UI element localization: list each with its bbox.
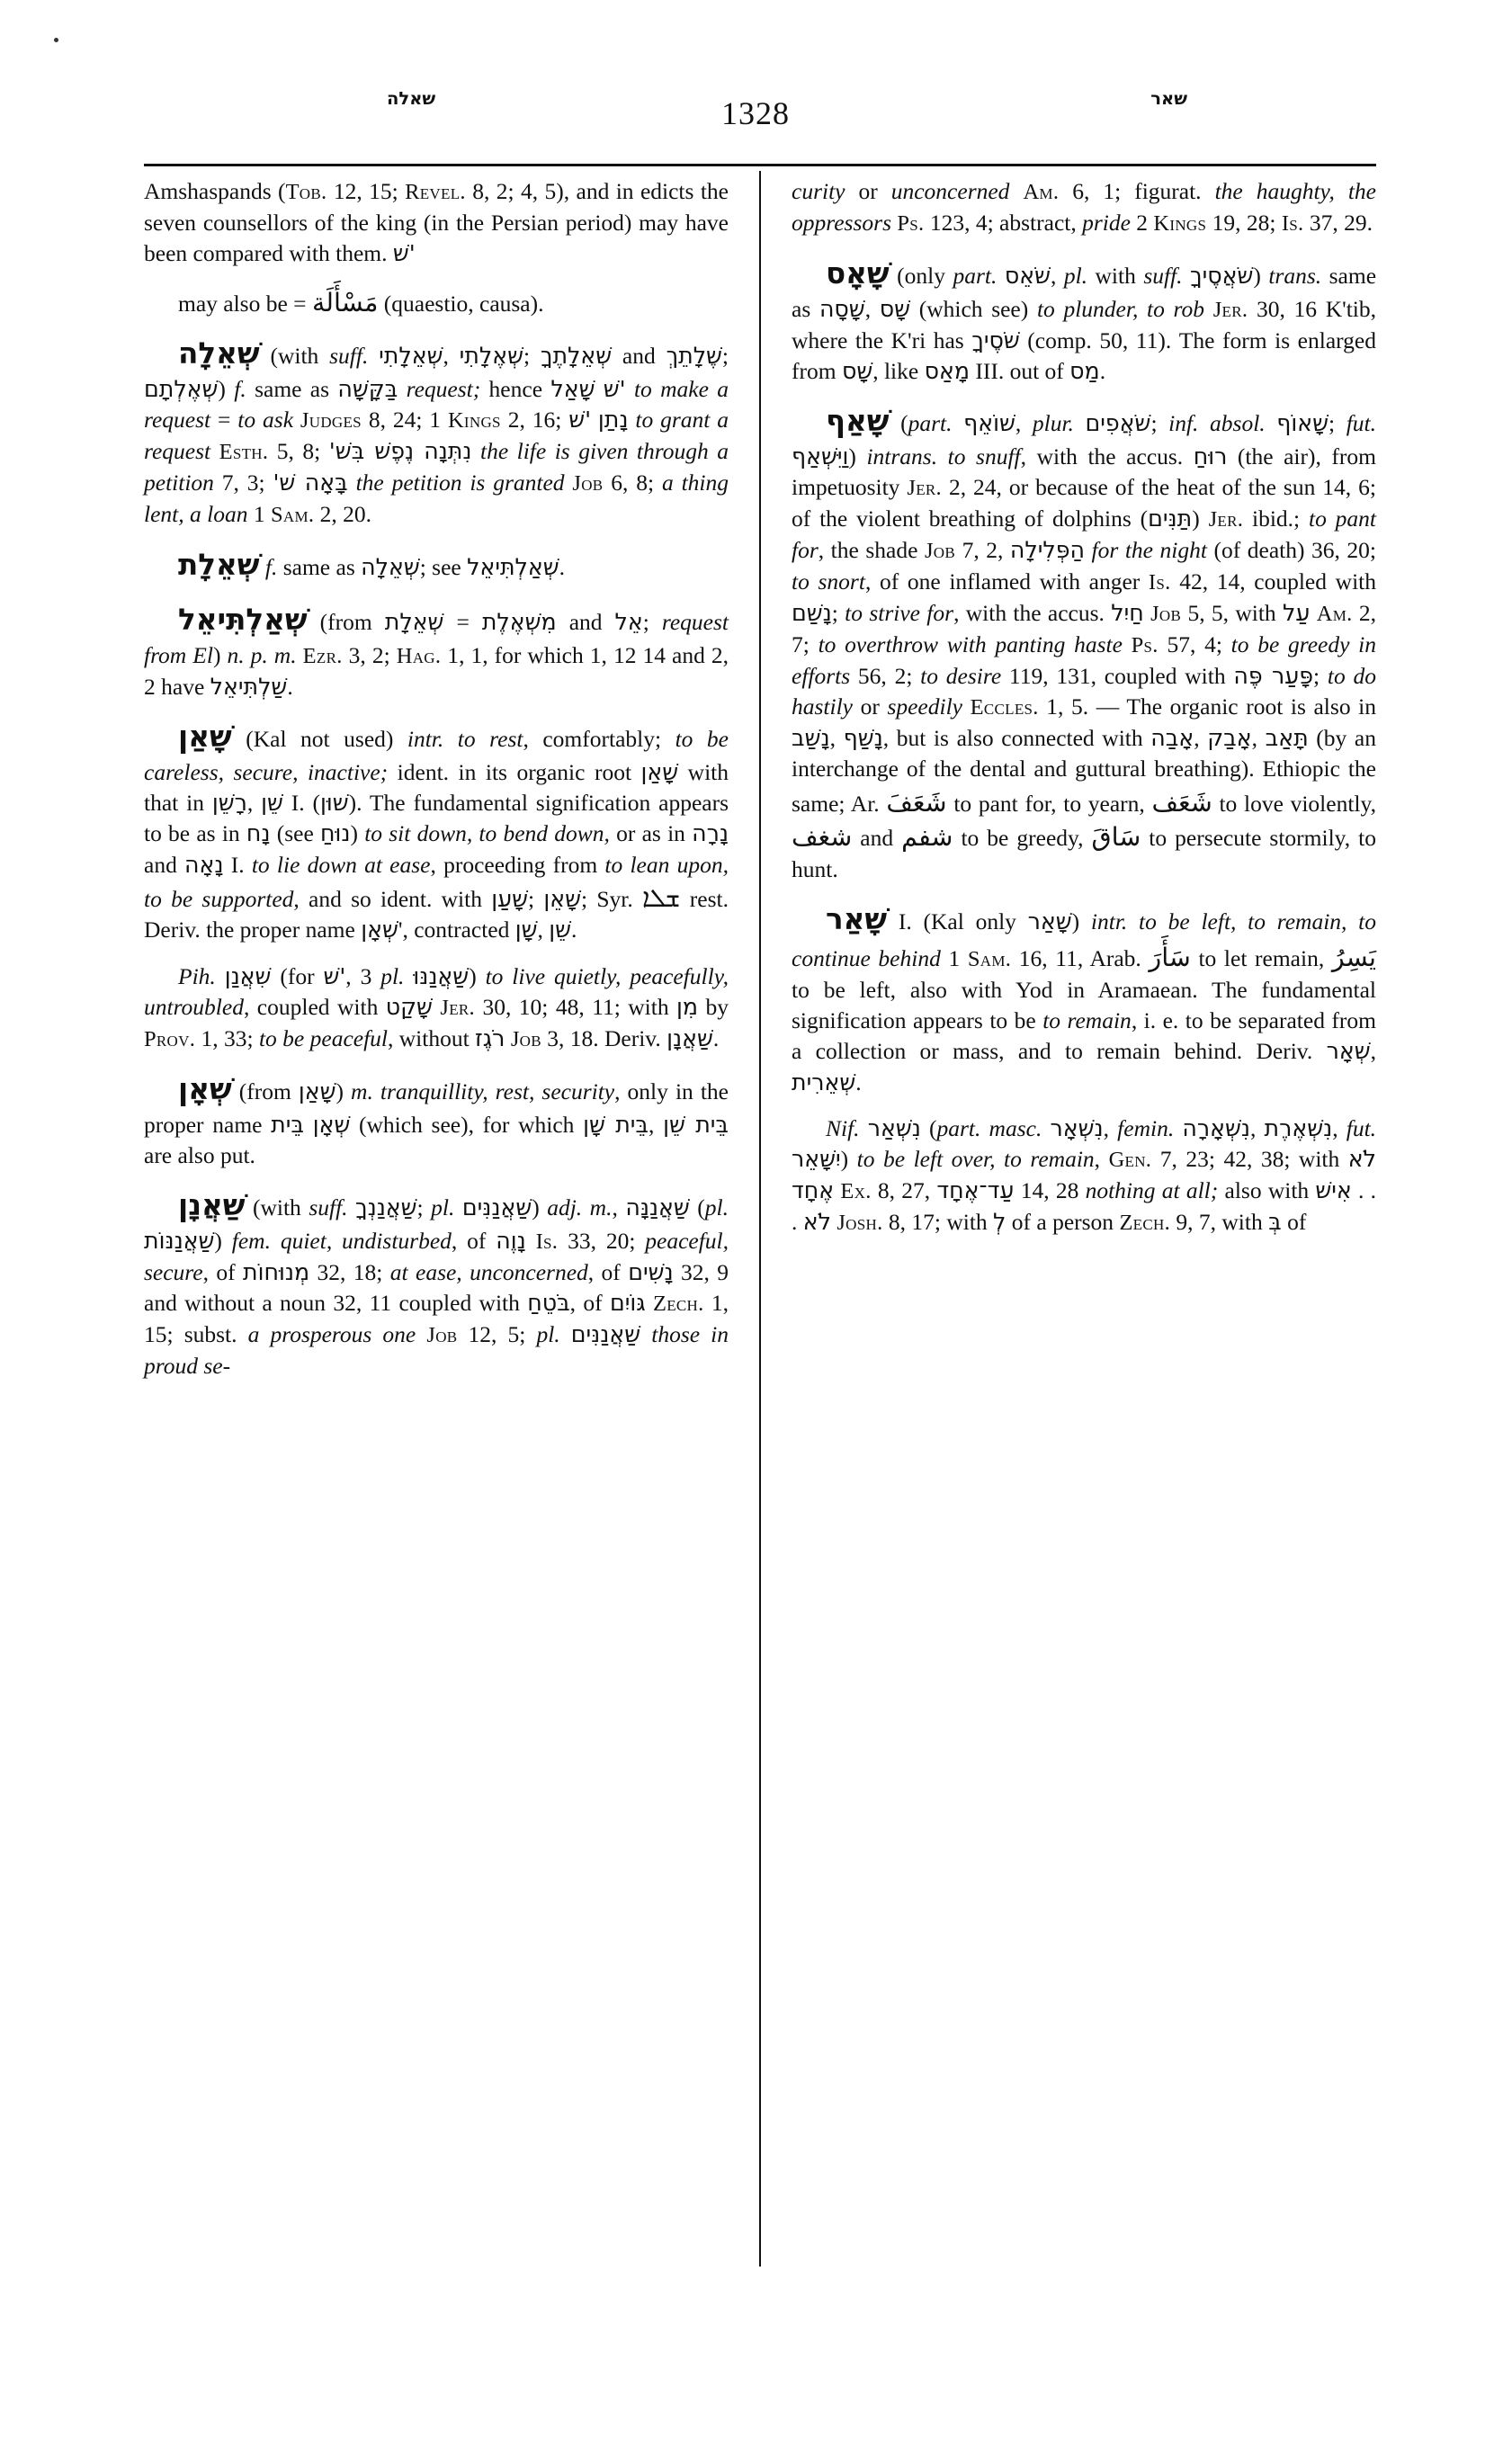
dictionary-subentry: Nif. נִשְׁאַר (part. masc. נִשְׁאָר, femin. נִשְׁאָרָה, נִשְׁאֶרֶת, fut. יִשָּׁאֵר) to be left over, to remain, Gen. 7, 23; 42, 38; with לֹא אֶחָד Ex. 8, 27, עַד־אֶחָד 14, 28 nothing at all; also with אִישׁ . . . לֹא Josh. 8, 17; with לְ of a person Zech. 9, 7, with בְּ of: [792, 1114, 1377, 1236]
text-columns: [144, 176, 1376, 2263]
dictionary-entry: שְׁאַלְתִּיאֵל (from שְׁאֵלָת = מִשְׁאֶלֶת and אֵל; request from El) n. p. m. Ezr. 3, 2; Hag. 1, 1, for which 1, 12 14 and 2, 2 have שַׁלְתִּיאֵל.: [144, 602, 729, 700]
dictionary-entry: שְׁאֵלָת f. same as שְׁאֵלָה; see שְׁאַלְתִּיאֵל.: [178, 547, 566, 582]
running-head-right: שאר: [1150, 88, 1187, 109]
dictionary-entry: שַׁאֲנָן (with suff. שַׁאֲנַנְךָ; pl. שַׁאֲנַנִּים) adj. m., שַׁאֲנַנָּה (pl. שַׁאֲנַנּוֹת) fem. quiet, undisturbed, of נָוֶה Is. 33, 20; peaceful, secure, of מְנוּחוֹת 32, 18; at ease, unconcerned, of נָשִׁים 32, 9 and without a noun 32, 11 coupled with בֹּטֵחַ, of גּוֹיִם Zech. 1, 15; subst. a prosperous one Job 12, 5; pl. שַׁאֲנַנִּים those in proud se-: [144, 1188, 729, 1380]
running-head-left: שאלה: [387, 88, 436, 109]
page-speck: [54, 38, 58, 42]
dictionary-entry: שָׁאָס (only part. שֹׁאֵס, pl. with suff. שֹׁאֲסֶיךָ) trans. same as שָׁסָה, שָׁס (which see) to plunder, to rob Jer. 30, 16 K'tib, where the K'ri has שֹׁסֶיךָ (comp. 50, 11). The form is enlarged from שָׁס, like מָאַס III. out of מַס.: [792, 255, 1377, 384]
paragraph: may also be = مَسْأَلَة (quaestio, causa).: [178, 286, 544, 317]
dictionary-entry: שָׁאַר I. (Kal only שָׁאַר) intr. to be left, to remain, to continue behind 1 Sam. 16, 11, Arab. سَأَرَ to let remain, يَسِرُ to be left, also with Yod in Aramaean. The fundamental signification appears to be to remain, i. e. to be separated from a collection or mass, and to remain behind. Deriv. שְׁאָר, שְׁאֵרִית.: [792, 901, 1376, 1095]
page-header: [144, 72, 1367, 153]
dictionary-entry: שְׁאֵלָה (with suff. שְׁאֵלָתִי, שְׁאֶלָתִי; שְׁאֵלָתֶךָ and שֶׁלָתֵךְ; שְׁאֶלְתָם) f. same as בַּקָּשָׁה request; hence שָׁאַל 'שׁ to make a request = to ask Judges 8, 24; 1 Kings 2, 16; 'שׁ נָתַן to grant a request Esth. 5, 8; נִתְּנָה נֶפֶשׁ בִּשׁ' the life is given through a petition 7, 3; בָּאָה שׁ' the petition is granted Job 6, 8; a thing lent, a loan 1 Sam. 2, 20.: [144, 335, 729, 527]
right-column: [792, 176, 1376, 2263]
header-rule: [144, 164, 1376, 166]
column-divider: [759, 171, 761, 2267]
page-number: 1328: [721, 95, 790, 131]
dictionary-subentry: Pih. שִׁאֲנַן (for 'שׁ, 3 pl. שַׁאֲנַנּוּ) to live quietly, peacefully, untroubled, coupled with שָׁקַט Jer. 30, 10; 48, 11; with מִן by Prov. 1, 33; to be peaceful, without רֹגֶז Job 3, 18. Deriv. שַׁאֲנָן.: [144, 962, 729, 1051]
paragraph: Amshaspands (Tob. 12, 15; Revel. 8, 2; 4, 5), and in edicts the seven counsellors of the king (in the Persian period) may have been compared with them. 'שׁ: [144, 178, 729, 267]
dictionary-entry: שְׁאָן (from שָׁאַן) m. tranquillity, rest, security, only in the proper name בֵּית שְׁאָן (which see), for which בֵּית שָׁן, בֵּית שֵׁן are also put.: [144, 1071, 729, 1168]
dictionary-entry: שָׁאַן (Kal not used) intr. to rest, comfortably; to be careless, secure, inactive; ident. in its organic root שָׁאַן with that in רָשֵׁן, שֵׁן I. (שׁוּן). The fundamental signification appears to be as in נָח (see נוּחַ) to sit down, to bend down, or as in נָרָה and נָאָה I. to lie down at ease, proceeding from to lean upon, to be supported, and so ident. with שָׁעַן; שָׁאֵן; Syr. ܫܠܐ rest. Deriv. the proper name שְׁאָן', contracted שָׁן, שֵׁן.: [144, 719, 729, 943]
paragraph: curity or unconcerned Am. 6, 1; figurat. the haughty, the oppressors Ps. 123, 4; abstract, pride 2 Kings 19, 28; Is. 37, 29.: [792, 178, 1376, 236]
dictionary-entry: שָׁאַף (part. שׁוֹאֵף, plur. שֹׁאֲפִים; inf. absol. שָׁאוֹף; fut. וַיִּשְׁאַף) intrans. to snuff, with the accus. רוּחַ (the air), from impetuosity Jer. 2, 24, or because of the heat of the sun 14, 6; of the violent breathing of dolphins (תַּנִּים) Jer. ibid.; to pant for, the shade Job 7, 2, הַפְּלִילָה for the night (of death) 36, 20; to snort, of one inflamed with anger Is. 42, 14, coupled with נָשַׁם; to strive for, with the accus. חַיִל Job 5, 5, with עַל Am. 2, 7; to overthrow with panting haste Ps. 57, 4; to be greedy in efforts 56, 2; to desire 119, 131, coupled with פָּעַר פֶּה; to do hastily or speedily Eccles. 1, 5. — The organic root is also in נָשַׁב, נָשַׁף, but is also connected with אָבַה, אָבַק, תָּאַב (by an interchange of the dental and guttural breathing). Ethiopic the same; Ar. شَعَفَ to pant for, to yearn, شَعَف to love violently, شغف and شفم to be greedy, سَاقَ to persecute stormily, to hunt.: [792, 404, 1377, 882]
left-column: [144, 176, 729, 2263]
